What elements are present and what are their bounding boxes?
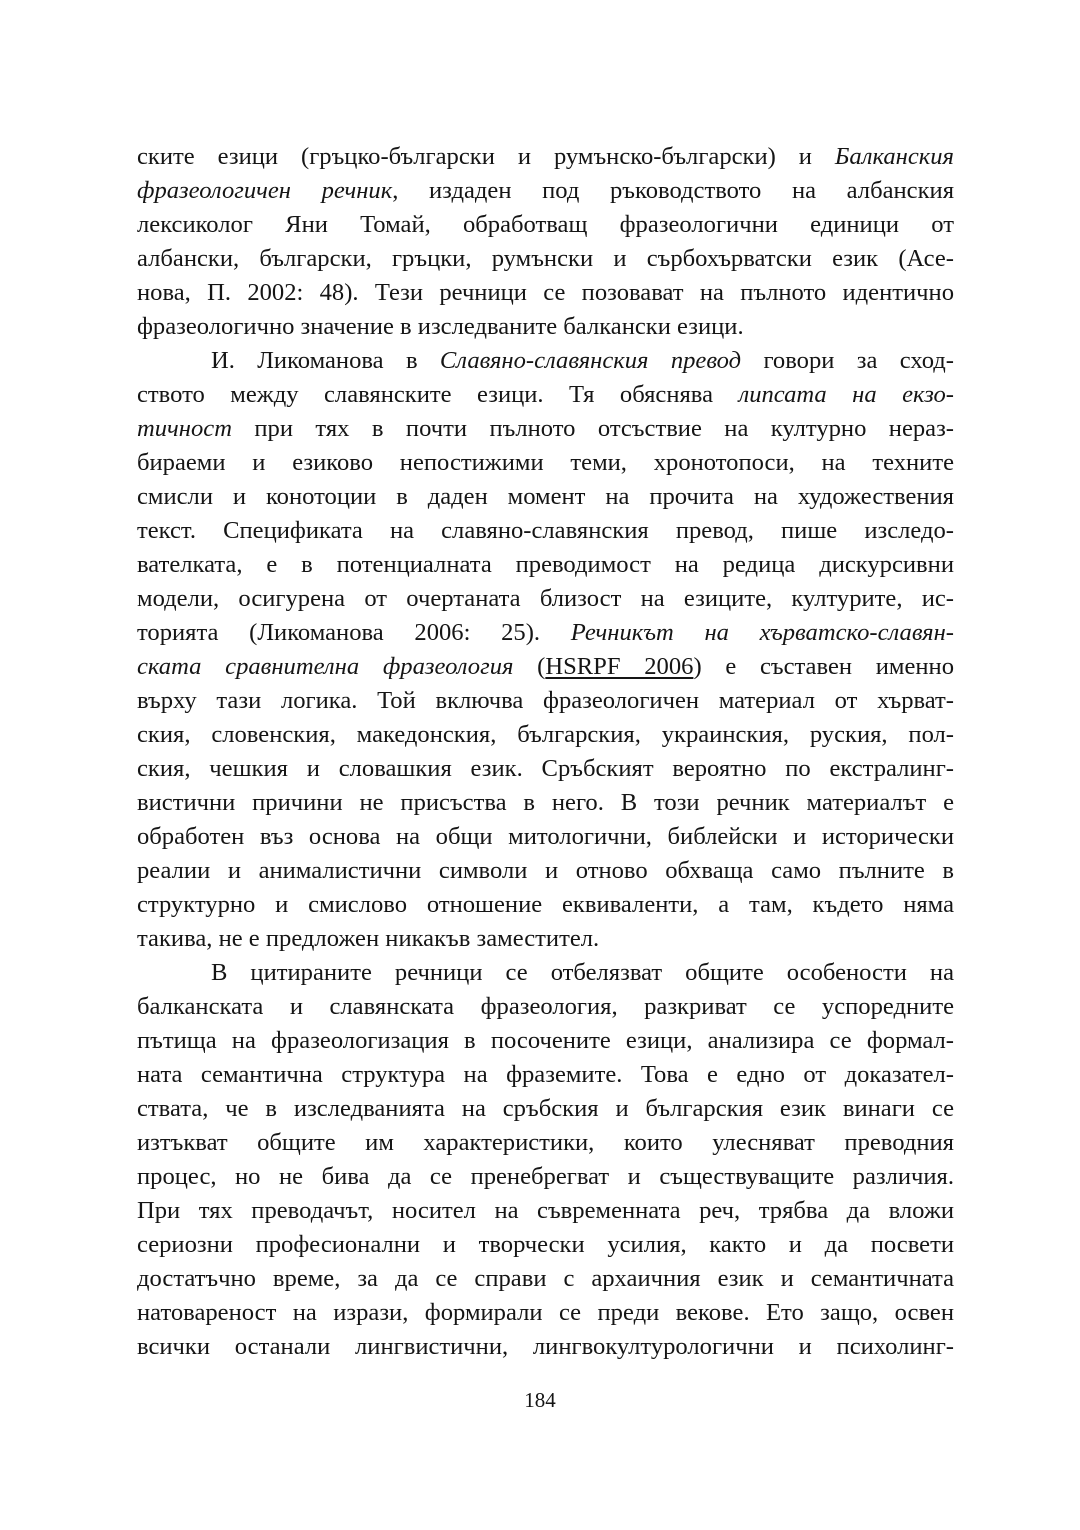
text-line bbox=[137, 1194, 954, 1228]
text-run: структурно и смислово отношение еквиваленти, а там, където няма bbox=[137, 891, 954, 918]
text-line bbox=[137, 854, 954, 888]
paragraph-p2 bbox=[137, 344, 954, 956]
text-run: албански, български, гръцки, румънски и сърбохърватски език (Асе- bbox=[137, 245, 954, 272]
text-run: обработен въз основа на общи митологични, библейски и исторически bbox=[137, 823, 954, 850]
text-line bbox=[137, 718, 954, 752]
text-line bbox=[137, 922, 954, 956]
text-line bbox=[137, 310, 954, 344]
text-line bbox=[137, 582, 954, 616]
text-line bbox=[137, 1296, 954, 1330]
document-body bbox=[137, 140, 954, 1364]
text-run: ) е съставен именно bbox=[693, 653, 954, 680]
text-line bbox=[137, 1262, 954, 1296]
text-run: ския, словенския, македонския, българския, украинския, руския, пол- bbox=[137, 721, 954, 748]
italic-title: тичност bbox=[137, 415, 232, 442]
italic-title: Балканския bbox=[834, 143, 954, 170]
text-run: текст. Спецификата на славяно-славянския превод, пише изследо- bbox=[137, 517, 954, 544]
text-run: ( bbox=[513, 653, 546, 680]
text-line bbox=[137, 1228, 954, 1262]
text-run: вателката, е в потенциалната преводимост на редица дискурсивни bbox=[137, 551, 954, 578]
text-run: вистични причини не присъства в него. В този речник материалът е bbox=[137, 789, 954, 816]
text-run: ствата, че в изследванията на сръбския и българския език винаги се bbox=[137, 1095, 954, 1122]
text-line bbox=[137, 514, 954, 548]
text-line bbox=[137, 208, 954, 242]
text-line bbox=[137, 174, 954, 208]
text-run: смисли и конотоции в даден момент на прочита на художествения bbox=[137, 483, 954, 510]
text-run: фразеологично значение в изследваните балкански езици. bbox=[137, 313, 744, 340]
text-run: ските езици (гръцко-български и румънско-български) и bbox=[137, 143, 835, 170]
text-run: При тях преводачът, носител на съвременната реч, трябва да вложи bbox=[137, 1197, 954, 1224]
text-run: говори за сход- bbox=[741, 347, 954, 374]
text-run: модели, осигурена от очертаната близост на езиците, културите, ис- bbox=[137, 585, 954, 612]
text-run: торията (Ликоманова 2006: 25). bbox=[137, 619, 571, 646]
italic-title: Речникът на хърватско-славян- bbox=[570, 619, 954, 646]
text-line bbox=[137, 140, 954, 174]
text-run: достатъчно време, за да се справи с архаичния език и семантичната bbox=[137, 1265, 954, 1292]
text-run: В цитираните речници се отбелязват общите особености на bbox=[211, 959, 954, 986]
text-run: изтъкват общите им характеристики, които улесняват преводния bbox=[137, 1129, 954, 1156]
text-run: реалии и анималистични символи и отново обхваща само пълните в bbox=[137, 857, 954, 884]
text-run: сериозни професионални и творчески усилия, както и да посвети bbox=[137, 1231, 954, 1258]
text-line bbox=[137, 616, 954, 650]
text-line bbox=[137, 752, 954, 786]
text-run: , издаден под ръководството на албанския bbox=[392, 177, 955, 204]
text-run: И. Ликоманова в bbox=[211, 347, 440, 374]
text-line bbox=[137, 1058, 954, 1092]
text-line bbox=[137, 888, 954, 922]
text-line bbox=[137, 378, 954, 412]
text-line bbox=[137, 276, 954, 310]
text-line bbox=[137, 820, 954, 854]
page-number: 184 bbox=[524, 1388, 556, 1412]
text-line bbox=[137, 684, 954, 718]
italic-title: ската сравнителна фразеология bbox=[137, 653, 514, 680]
text-line bbox=[137, 548, 954, 582]
text-run: ната семантична структура на фраземите. Това е едно от доказател- bbox=[137, 1061, 954, 1088]
text-run: всички останали лингвистични, лингвокултурологични и психолинг- bbox=[137, 1333, 954, 1360]
text-line bbox=[137, 412, 954, 446]
text-run: процес, но не бива да се пренебрегват и съществуващите различия. bbox=[137, 1163, 954, 1190]
text-run: върху тази логика. Той включва фразеологичен материал от хърват- bbox=[137, 687, 954, 714]
italic-title: Славяно-славянския превод bbox=[439, 347, 742, 374]
text-line bbox=[137, 1330, 954, 1364]
text-run: нова, П. 2002: 48). Тези речници се позовават на пълното идентично bbox=[137, 279, 954, 306]
text-run: при тях в почти пълното отсъствие на културно нераз- bbox=[231, 415, 954, 442]
reference-link[interactable]: HSRPF 2006 bbox=[545, 653, 694, 680]
text-run: натовареност на изрази, формирали се преди векове. Ето защо, освен bbox=[137, 1299, 954, 1326]
text-line bbox=[137, 1024, 954, 1058]
italic-title: фразеологичен речник bbox=[137, 177, 393, 204]
text-run: бираеми и езиково непостижими теми, хронотопоси, на техните bbox=[137, 449, 954, 476]
text-run: такива, не е предложен никакъв заместител. bbox=[137, 925, 600, 952]
text-line bbox=[137, 446, 954, 480]
text-line bbox=[137, 1092, 954, 1126]
text-line bbox=[137, 242, 954, 276]
text-run: пътища на фразеологизация в посочените езици, анализира се формал- bbox=[137, 1027, 954, 1054]
text-run: ския, чешкия и словашкия език. Сръбският вероятно по екстралинг- bbox=[137, 755, 954, 782]
italic-title: липсата на екзо- bbox=[738, 381, 954, 408]
text-line bbox=[137, 956, 954, 990]
text-line bbox=[137, 1160, 954, 1194]
text-line bbox=[137, 990, 954, 1024]
text-line bbox=[137, 786, 954, 820]
text-line bbox=[137, 650, 954, 684]
text-line bbox=[137, 480, 954, 514]
text-run: лексиколог Яни Томай, обработващ фразеологични единици от bbox=[137, 211, 954, 238]
text-run: ството между славянските езици. Тя обяснява bbox=[137, 381, 739, 408]
paragraph-p1 bbox=[137, 140, 954, 344]
text-line bbox=[137, 344, 954, 378]
text-run: балканската и славянската фразеология, разкриват се успоредните bbox=[137, 993, 954, 1020]
text-line bbox=[137, 1126, 954, 1160]
paragraph-p3 bbox=[137, 956, 954, 1364]
